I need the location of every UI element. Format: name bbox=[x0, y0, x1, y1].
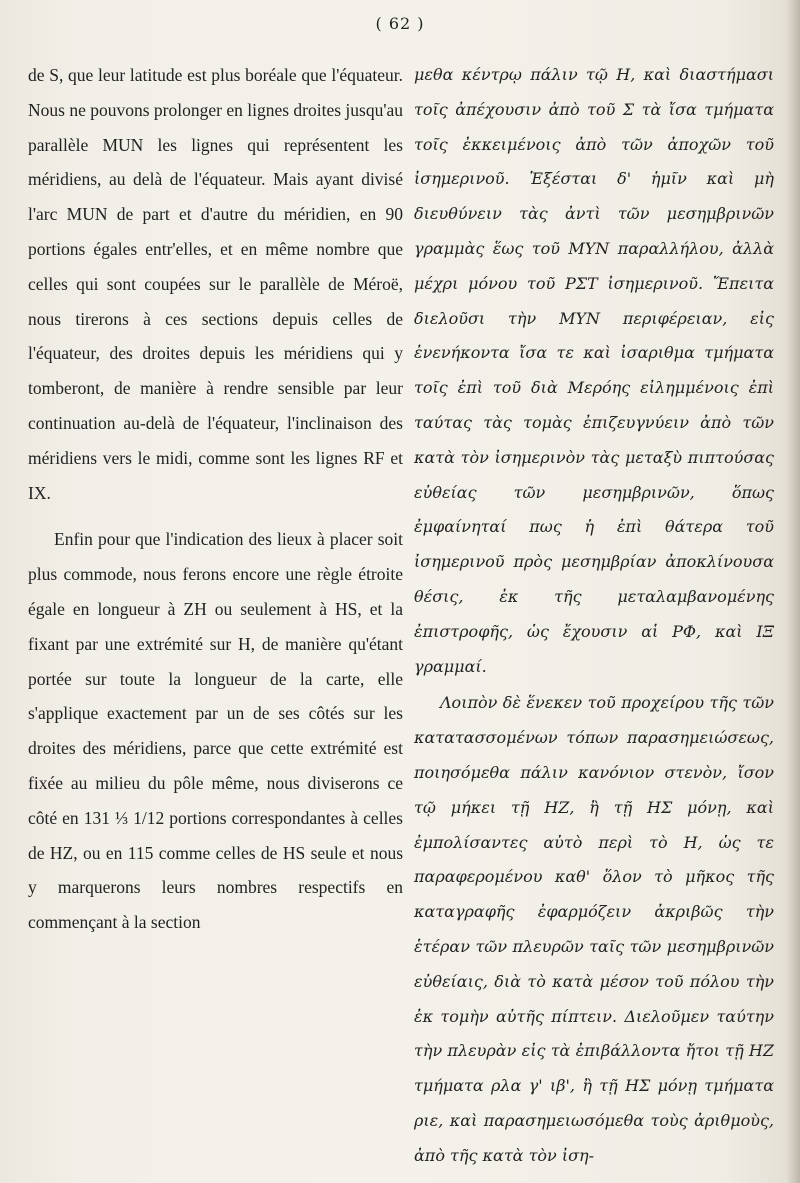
page-number: ( 62 ) bbox=[375, 14, 425, 33]
french-paragraph-2: Enfin pour que l'indication des lieux à placer soit plus commode, nous ferons encore une règle étroite égale en longueur à ZH ou seulement à HS, et la fixant par une extrémité sur H, de manière qu'étant portée sur toute la longueur de la carte, elle s'applique exactement par un de ses côtés sur les droites des méridiens, parce que cette extrémité est fixée au milieu du pôle même, nous diviserons ce côté en 131 ⅓ 1/12 portions correspondantes à celles de HZ, ou en 115 comme celles de HS seule et nous y marquerons leurs nombres respectifs en commençant à la section bbox=[28, 529, 403, 933]
greek-paragraph-1: μεθα κέντρῳ πάλιν τῷ Η, καὶ διαστήμασι τοῖς ἀπέχουσιν ἀπὸ τοῦ Σ τὰ ἴσα τμήματα τοῖς ἐκκειμένοις ἀπὸ τῶν ἀποχῶν τοῦ ἰσημερινοῦ. Ἐξέσται δ' ἡμῖν καὶ μὴ διευθύνειν τὰς ἀντὶ τῶν μεσημβρινῶν γραμμὰς ἕως τοῦ ΜΥΝ παραλλήλου, ἀλλὰ μέχρι μόνου τοῦ ΡΣΤ ἰσημερινοῦ. Ἔπειτα διελοῦσι τὴν ΜΥΝ περιφέρειαν, εἰς ἐνενήκοντα ἴσα τε καὶ ἰσαριθμα τμήματα τοῖς ἐπὶ τοῦ διὰ Μερόης εἰλημμένοις ἐπὶ ταύτας τὰς τομὰς ἐπιζευγνύειν ἀπὸ τῶν κατὰ τὸν ἰσημερινὸν τὰς μεταξὺ πιπτούσας εὐθείας τῶν μεσημβρινῶν, ὅπως ἐμφαίνηταί πως ἡ ἐπὶ θάτερα τοῦ ἰσημερινοῦ πρὸς μεσημβρίαν ἀποκλίνουσα θέσις, ἐκ τῆς μεταλαμβανομένης ἐπιστροφῆς, ὡς ἔχουσιν αἱ ΡΦ, καὶ ΙΞ γραμμαί. bbox=[414, 65, 774, 676]
french-column bbox=[28, 58, 403, 940]
page-edge-shadow bbox=[786, 0, 800, 1183]
french-paragraph-1: de S, que leur latitude est plus boréale que l'équateur. Nous ne pouvons prolonger en lignes droites jusqu'au parallèle MUN les lignes qui représentent les méridiens, au delà de l'équateur. Mais ayant divisé l'arc MUN de part et d'autre du méridien, en 90 portions égales entr'elles, et en même nombre que celles qui sont coupées sur le parallèle de Méroë, nous tirerons à ces sections depuis celles de l'équateur, des droites depuis les méridiens qui y tomberont, de manière à rendre sensible par leur continuation au-delà de l'équateur, l'inclinaison des méridiens vers le midi, comme sont les lignes RF et IX. bbox=[28, 65, 403, 503]
greek-column bbox=[414, 58, 774, 1174]
greek-paragraph-2: Λοιπὸν δὲ ἕνεκεν τοῦ προχείρου τῆς τῶν κατατασσομένων τόπων παρασημειώσεως, ποιησόμεθα πάλιν κανόνιον στενὸν, ἴσον τῷ μήκει τῇ ΗΖ, ἢ τῇ ΗΣ μόνῃ, καὶ ἐμπολίσαντες αὐτὸ περὶ τὸ Η, ὡς τε παραφερομένου καθ' ὅλον τὸ μῆκος τῆς καταγραφῆς ἐφαρμόζειν ἀκριβῶς τὴν ἑτέραν τῶν πλευρῶν ταῖς τῶν μεσημβρινῶν εὐθείαις, διὰ τὸ κατὰ μέσον τοῦ πόλου τὴν ἐκ τομὴν αὐτῆς πίπτειν. Διελοῦμεν ταύτην τὴν πλευρὰν εἰς τὰ ἐπιβάλλοντα ἤτοι τῇ ΗΖ τμήματα ρλα γ' ιβ', ἢ τῇ ΗΣ μόνῃ τμήματα ριε, καὶ παρασημειωσόμεθα τοὺς ἀριθμοὺς, ἀπὸ τῆς κατὰ τὸν ἰση- bbox=[414, 693, 774, 1165]
